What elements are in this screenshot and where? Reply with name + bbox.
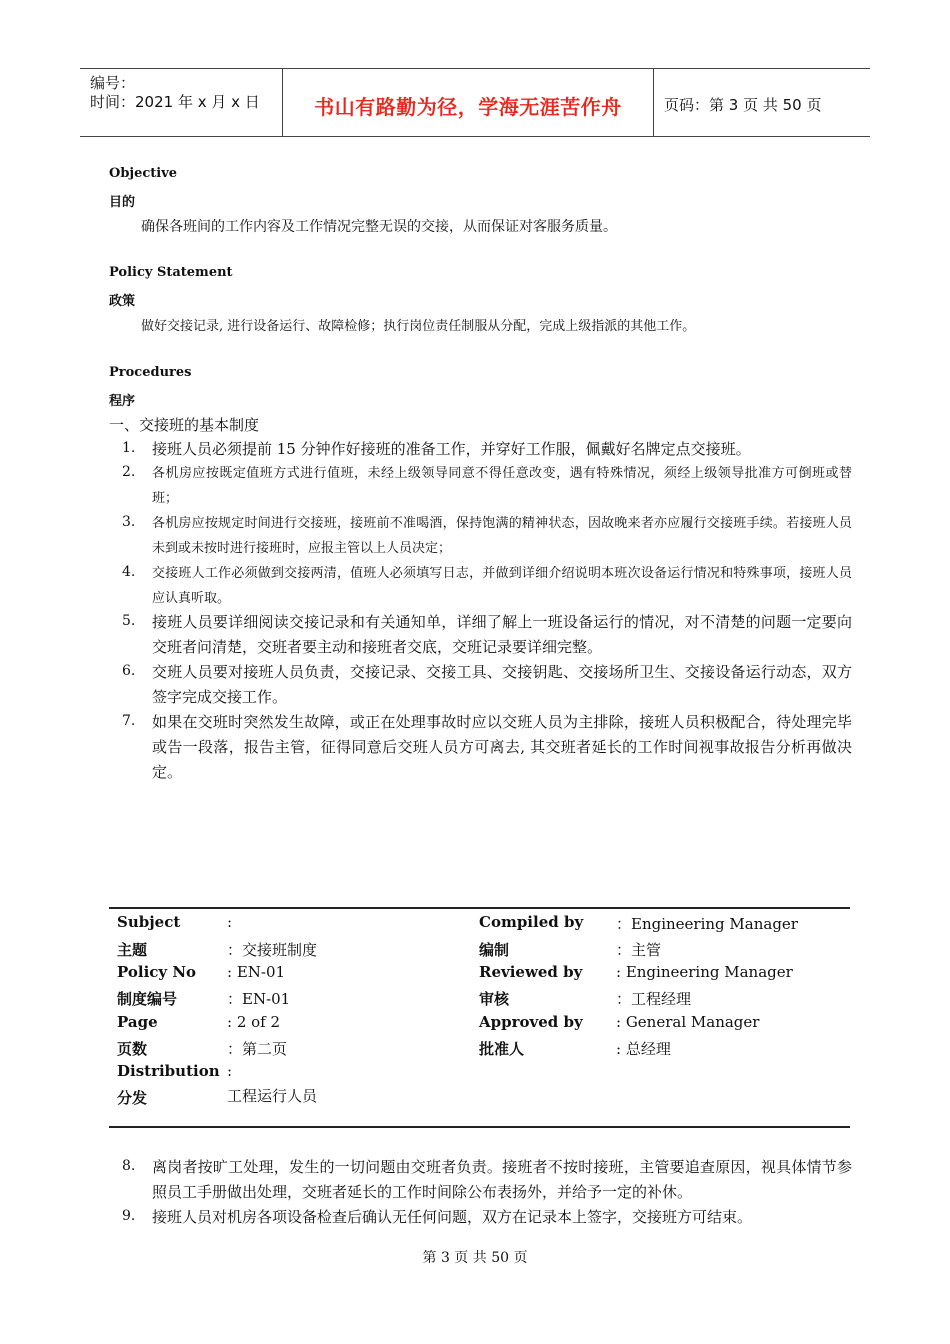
info-box-bottom-rule [109,1126,850,1128]
procedures-section-title: 一、交接班的基本制度 [109,416,260,434]
compiled-by-label-zh: 编制 [479,941,510,959]
page-value-en: : 2 of 2 [227,1013,281,1031]
reviewed-by-value-zh: ：工程经理 [616,990,692,1008]
approved-by-value-zh: : 总经理 [616,1040,671,1058]
policy-heading-en: Policy Statement [109,265,233,280]
header-meta-cell [80,69,283,136]
procedure-item-number: 7. [122,713,136,729]
compiled-by-label-en: Compiled by [479,913,584,931]
header-motto-cell [283,69,654,136]
procedure-item-text: 接班人员必须提前 15 分钟作好接班的准备工作，并穿好工作服，佩戴好名牌定点交接班。 [152,440,751,458]
procedure-item-text: 各机房应按既定值班方式进行值班，未经上级领导同意不得任意改变，遇有特殊情况，须经上级领导批准方可倒班或替班； [152,466,852,506]
reviewed-by-label-en: Reviewed by [479,963,583,981]
reviewed-by-value-en: : Engineering Manager [616,963,793,981]
subject-label-zh: 主题 [117,941,148,959]
distribution-value-zh: 工程运行人员 [227,1087,318,1105]
procedure-item-number: 5. [122,613,136,629]
approved-by-label-zh: 批准人 [479,1040,525,1058]
compiled-by-value-zh: ：主管 [616,941,662,959]
page-value-zh: ：第二页 [227,1040,288,1058]
page-label-en: Page [117,1013,158,1031]
policy-no-label-zh: 制度编号 [117,990,178,1008]
header-page-cell [654,69,870,136]
subject-label-en: Subject [117,913,181,931]
policy-text: 做好交接记录, 进行设备运行、故障检修；执行岗位责任制服从分配，完成上级指派的其他工作。 [141,319,696,334]
compiled-by-value-en: ：Engineering Manager [616,915,798,933]
procedure-item-number: 8. [122,1158,136,1174]
objective-text: 确保各班间的工作内容及工作情况完整无误的交接，从而保证对客服务质量。 [141,219,617,235]
objective-heading-zh: 目的 [109,195,136,210]
distribution-label-zh: 分发 [117,1089,148,1107]
header-page-number: 页码：第 3 页 共 50 页 [664,96,822,114]
procedure-item-text: 各机房应按规定时间进行交接班，接班前不准喝酒，保持饱满的精神状态，因故晚来者亦应履行交接班手续。若接班人员未到或未按时进行接班时，应报主管以上人员决定； [152,516,852,556]
procedure-item-text: 交班人员要对接班人员负责，交接记录、交接工具、交接钥匙、交接场所卫生、交接设备运行动态，双方签字完成交接工作。 [152,663,852,706]
distribution-value-en: : [227,1062,233,1080]
procedure-item-number: 6. [122,663,136,679]
procedure-item-number: 4. [122,564,136,580]
policy-no-value-en: : EN-01 [227,963,286,981]
page-header [80,68,870,137]
procedure-item-text: 如果在交班时突然发生故障，或正在处理事故时应以交班人员为主排除，接班人员积极配合，待处理完毕或告一段落，报告主管，征得同意后交班人员方可离去, 其交班者延长的工作时间视事故报告分析再做决定。 [152,713,852,781]
approved-by-value-en: : General Manager [616,1013,760,1031]
policy-no-value-zh: ：EN-01 [227,990,291,1008]
procedure-item-number: 2. [122,464,136,480]
page-footer: 第 3 页 共 50 页 [422,1250,528,1266]
header-motto: 书山有路勤为径，学海无涯苦作舟 [314,95,622,119]
subject-value-zh: ：交接班制度 [227,941,318,959]
procedure-item-number: 1. [122,440,136,456]
procedure-item-text: 交接班人工作必须做到交接两清，值班人必须填写日志，并做到详细介绍说明本班次设备运行情况和特殊事项，接班人员应认真听取。 [152,566,852,606]
subject-value-en: : [227,913,233,931]
procedure-item-text: 接班人员对机房各项设备检查后确认无任何问题，双方在记录本上签字，交接班方可结束。 [152,1208,753,1226]
reviewed-by-label-zh: 审核 [479,990,510,1008]
procedure-item-text: 离岗者按旷工处理，发生的一切问题由交班者负责。接班者不按时接班，主管要追查原因，视具体情节参照员工手册做出处理，交班者延长的工作时间除公布表扬外，并给予一定的补休。 [152,1158,852,1201]
procedure-item-text: 接班人员要详细阅读交接记录和有关通知单，详细了解上一班设备运行的情况，对不清楚的问题一定要向交班者问清楚，交班者要主动和接班者交底，交班记录要详细完整。 [152,613,852,656]
policy-heading-zh: 政策 [109,294,136,309]
procedure-item-number: 9. [122,1208,136,1224]
procedure-item-number: 3. [122,514,136,530]
procedures-heading-zh: 程序 [109,394,136,409]
distribution-label-en: Distribution [117,1062,220,1080]
procedures-heading-en: Procedures [109,365,192,380]
objective-heading-en: Objective [109,166,178,181]
policy-no-label-en: Policy No [117,963,197,981]
document-time-label: 时间：2021 年 x 月 x 日 [90,93,260,111]
page-label-zh: 页数 [117,1040,148,1058]
approved-by-label-en: Approved by [479,1013,583,1031]
info-box-top-rule [109,907,850,909]
document-number-label: 编号： [90,74,136,92]
